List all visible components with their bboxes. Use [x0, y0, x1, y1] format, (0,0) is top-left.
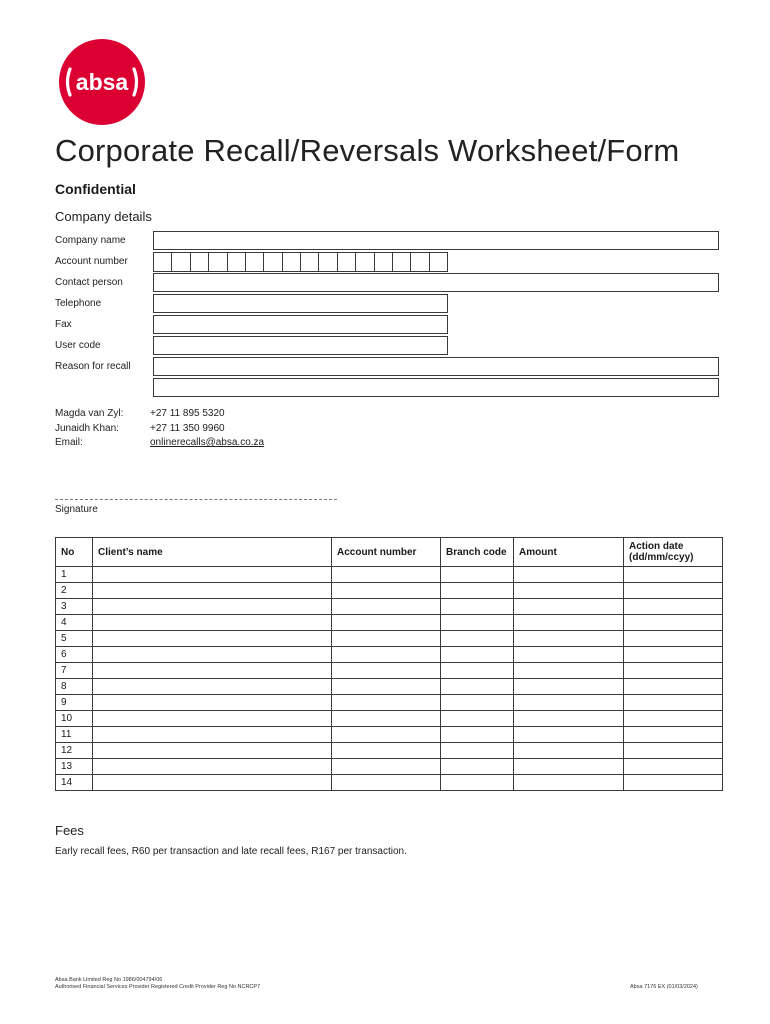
amount-cell[interactable] — [514, 759, 624, 775]
col-header-branch-code: Branch code — [441, 538, 514, 567]
reason-field-line1[interactable] — [153, 357, 719, 376]
action-date-cell[interactable] — [624, 663, 723, 679]
client-name-cell[interactable] — [93, 567, 332, 583]
account-number-cell[interactable] — [332, 711, 441, 727]
account-number-cell[interactable] — [332, 583, 441, 599]
branch-code-cell[interactable] — [441, 647, 514, 663]
recall-table — [55, 537, 723, 791]
client-name-cell[interactable] — [93, 583, 332, 599]
contact-name: Magda van Zyl: — [55, 408, 124, 419]
amount-cell[interactable] — [514, 727, 624, 743]
confidential-label: Confidential — [55, 181, 136, 197]
table-row — [56, 599, 723, 615]
footer-line1: Absa Bank Limited Reg No 1986/004794/06 — [55, 977, 163, 983]
company-details-heading: Company details — [55, 209, 152, 224]
amount-cell[interactable] — [514, 743, 624, 759]
account-number-cell[interactable] — [332, 759, 441, 775]
branch-code-cell[interactable] — [441, 615, 514, 631]
col-header-account-number: Account number — [332, 538, 441, 567]
amount-cell[interactable] — [514, 663, 624, 679]
action-date-cell[interactable] — [624, 599, 723, 615]
absa-logo-text: absa — [75, 69, 129, 95]
branch-code-cell[interactable] — [441, 743, 514, 759]
account-number-cell[interactable] — [332, 615, 441, 631]
footer-line2: Authorised Financial Services Provider Registered Credit Provider Reg No NCRCP7 — [55, 984, 261, 990]
contact-name: Junaidh Khan: — [55, 423, 119, 434]
account-number-cell[interactable] — [332, 743, 441, 759]
table-row — [56, 775, 723, 791]
table-row — [56, 663, 723, 679]
action-date-cell[interactable] — [624, 727, 723, 743]
account-number-label: Account number — [55, 256, 128, 267]
branch-code-cell[interactable] — [441, 599, 514, 615]
client-name-cell[interactable] — [93, 759, 332, 775]
signature-label: Signature — [55, 504, 98, 515]
row-number: 13 — [56, 759, 93, 775]
client-name-cell[interactable] — [93, 743, 332, 759]
table-row — [56, 615, 723, 631]
account-number-cell[interactable] — [332, 599, 441, 615]
col-header-client-name: Client’s name — [93, 538, 332, 567]
table-row — [56, 679, 723, 695]
client-name-cell[interactable] — [93, 647, 332, 663]
account-number-field[interactable] — [153, 252, 448, 272]
table-row — [56, 631, 723, 647]
absa-logo — [58, 38, 146, 126]
amount-cell[interactable] — [514, 631, 624, 647]
branch-code-cell[interactable] — [441, 775, 514, 791]
client-name-cell[interactable] — [93, 775, 332, 791]
branch-code-cell[interactable] — [441, 727, 514, 743]
email-link[interactable]: onlinerecalls@absa.co.za — [150, 437, 265, 448]
page-title: Corporate Recall/Reversals Worksheet/Form — [55, 133, 680, 168]
reason-label: Reason for recall — [55, 361, 131, 372]
account-number-cell[interactable] — [332, 631, 441, 647]
col-header-amount: Amount — [514, 538, 624, 567]
contact-person-label: Contact person — [55, 277, 123, 288]
table-row — [56, 567, 723, 583]
amount-cell[interactable] — [514, 647, 624, 663]
client-name-cell[interactable] — [93, 615, 332, 631]
row-number: 10 — [56, 711, 93, 727]
amount-cell[interactable] — [514, 711, 624, 727]
fees-text: Early recall fees, R60 per transaction and late recall fees, R167 per transaction. — [55, 846, 407, 857]
row-number: 9 — [56, 695, 93, 711]
amount-cell[interactable] — [514, 583, 624, 599]
row-number: 4 — [56, 615, 93, 631]
telephone-label: Telephone — [55, 298, 102, 309]
branch-code-cell[interactable] — [441, 711, 514, 727]
footer-form-code: Absa 7176 EX (01/03/2024) — [630, 984, 698, 990]
action-date-cell[interactable] — [624, 711, 723, 727]
action-date-cell[interactable] — [624, 647, 723, 663]
action-date-cell[interactable] — [624, 759, 723, 775]
fax-label: Fax — [55, 319, 72, 330]
table-row — [56, 743, 723, 759]
row-number: 6 — [56, 647, 93, 663]
fax-field[interactable] — [153, 315, 448, 334]
branch-code-cell[interactable] — [441, 759, 514, 775]
col-header-no: No — [56, 538, 93, 567]
user-code-label: User code — [55, 340, 101, 351]
telephone-field[interactable] — [153, 294, 448, 313]
table-row — [56, 583, 723, 599]
action-date-cell[interactable] — [624, 679, 723, 695]
table-header-row — [56, 538, 723, 567]
client-name-cell[interactable] — [93, 599, 332, 615]
table-row — [56, 711, 723, 727]
table-row — [56, 727, 723, 743]
amount-cell[interactable] — [514, 775, 624, 791]
account-number-cell[interactable] — [332, 775, 441, 791]
amount-cell[interactable] — [514, 599, 624, 615]
action-date-cell[interactable] — [624, 695, 723, 711]
action-date-cell[interactable] — [624, 615, 723, 631]
amount-cell[interactable] — [514, 695, 624, 711]
row-number: 3 — [56, 599, 93, 615]
amount-cell[interactable] — [514, 567, 624, 583]
contact-phone: +27 11 895 5320 — [150, 408, 225, 419]
amount-cell[interactable] — [514, 615, 624, 631]
client-name-cell[interactable] — [93, 711, 332, 727]
row-number: 2 — [56, 583, 93, 599]
client-name-cell[interactable] — [93, 727, 332, 743]
row-number: 1 — [56, 567, 93, 583]
col-header-action-date: Action date (dd/mm/ccyy) — [624, 538, 723, 567]
account-number-cell[interactable] — [332, 663, 441, 679]
client-name-cell[interactable] — [93, 631, 332, 647]
table-row — [56, 695, 723, 711]
branch-code-cell[interactable] — [441, 583, 514, 599]
row-number: 7 — [56, 663, 93, 679]
fees-heading: Fees — [55, 823, 84, 838]
row-number: 14 — [56, 775, 93, 791]
client-name-cell[interactable] — [93, 663, 332, 679]
row-number: 11 — [56, 727, 93, 743]
action-date-cell[interactable] — [624, 567, 723, 583]
account-number-cell[interactable] — [332, 679, 441, 695]
branch-code-cell[interactable] — [441, 695, 514, 711]
row-number: 12 — [56, 743, 93, 759]
account-number-cell[interactable] — [332, 567, 441, 583]
account-number-cell[interactable] — [332, 647, 441, 663]
user-code-field[interactable] — [153, 336, 448, 355]
row-number: 8 — [56, 679, 93, 695]
signature-line[interactable] — [55, 499, 337, 500]
branch-code-cell[interactable] — [441, 631, 514, 647]
branch-code-cell[interactable] — [441, 663, 514, 679]
client-name-cell[interactable] — [93, 695, 332, 711]
action-date-cell[interactable] — [624, 583, 723, 599]
client-name-cell[interactable] — [93, 679, 332, 695]
branch-code-cell[interactable] — [441, 567, 514, 583]
company-name-field[interactable] — [153, 231, 719, 250]
action-date-cell[interactable] — [624, 743, 723, 759]
amount-cell[interactable] — [514, 679, 624, 695]
contact-person-field[interactable] — [153, 273, 719, 292]
reason-field-line2[interactable] — [153, 378, 719, 397]
action-date-cell[interactable] — [624, 631, 723, 647]
row-number: 5 — [56, 631, 93, 647]
account-number-cell[interactable] — [332, 695, 441, 711]
action-date-cell[interactable] — [624, 775, 723, 791]
company-name-label: Company name — [55, 235, 126, 246]
account-number-cell[interactable] — [332, 727, 441, 743]
contact-phone: +27 11 350 9960 — [150, 423, 225, 434]
table-row — [56, 647, 723, 663]
table-row — [56, 759, 723, 775]
branch-code-cell[interactable] — [441, 679, 514, 695]
email-label: Email: — [55, 437, 83, 448]
